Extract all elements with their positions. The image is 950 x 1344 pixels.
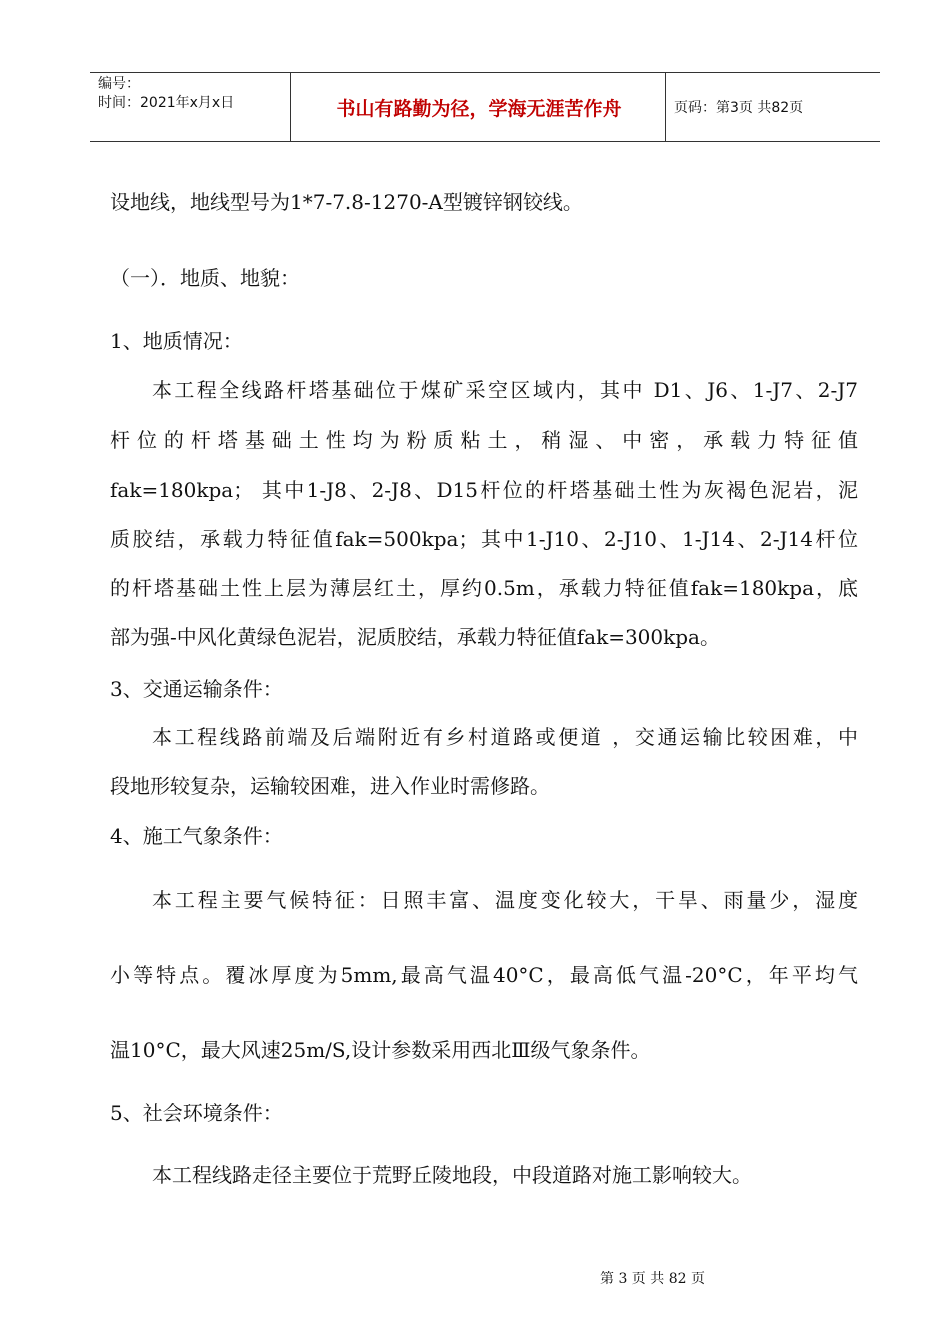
body-line-1: 设地线，地线型号为1*7-7.8-1270-A型镀锌钢铰线。 bbox=[110, 190, 583, 214]
header-page-label: 页码：第3页 共82页 bbox=[674, 100, 804, 116]
transport-line-2: 段地形较复杂，运输较困难，进入作业时需修路。 bbox=[110, 774, 550, 798]
document-header bbox=[90, 72, 880, 142]
weather-line-2: 小等特点。覆冰厚度为5mm,最高气温40°C，最高低气温-20°C，年平均气 bbox=[110, 963, 858, 987]
geology-line-5: 的杆塔基础土性上层为薄层红土，厚约0.5m，承载力特征值fak=180kpa，底 bbox=[110, 576, 858, 600]
subheading-transport: 3、交通运输条件： bbox=[110, 677, 283, 701]
geology-line-1: 本工程全线路杆塔基础位于煤矿采空区域内，其中 D1、J6、1-J7、2-J7 bbox=[152, 378, 858, 402]
geology-line-6: 部为强-中风化黄绿色泥岩，泥质胶结，承载力特征值fak=300kpa。 bbox=[110, 625, 720, 649]
header-divider-right bbox=[665, 73, 666, 141]
weather-line-3: 温10°C，最大风速25m/S,设计参数采用西北Ⅲ级气象条件。 bbox=[110, 1038, 651, 1062]
section-heading-geology: （一）．地质、地貌： bbox=[110, 266, 300, 290]
subheading-geology-conditions: 1、地质情况： bbox=[110, 329, 243, 353]
geology-line-4: 质胶结，承载力特征值fak=500kpa；其中1-J10、2-J10、1-J14、2-J14杆位 bbox=[110, 527, 858, 551]
geology-line-2: 杆位的杆塔基础土性均为粉质粘土，稍湿、中密，承载力特征值 bbox=[110, 428, 858, 452]
page-footer: 第 3 页 共 82 页 bbox=[600, 1271, 705, 1287]
subheading-social: 5、社会环境条件： bbox=[110, 1101, 283, 1125]
transport-line-1: 本工程线路前端及后端附近有乡村道路或便道 ，交通运输比较困难，中 bbox=[152, 725, 858, 749]
header-divider-left bbox=[290, 73, 291, 141]
weather-line-1: 本工程主要气候特征：日照丰富、温度变化较大，干旱、雨量少，湿度 bbox=[152, 888, 858, 912]
header-meta bbox=[98, 75, 288, 113]
header-time-label: 时间：2021年x月x日 bbox=[98, 95, 235, 111]
social-line-1: 本工程线路走径主要位于荒野丘陵地段，中段道路对施工影响较大。 bbox=[152, 1163, 752, 1187]
geology-line-3: fak=180kpa； 其中1-J8、2-J8、D15杆位的杆塔基础土性为灰褐色泥岩，泥 bbox=[110, 478, 858, 502]
header-motto: 书山有路勤为径，学海无涯苦作舟 bbox=[336, 97, 622, 120]
header-number-label: 编号： bbox=[98, 76, 140, 92]
subheading-weather: 4、施工气象条件： bbox=[110, 824, 283, 848]
